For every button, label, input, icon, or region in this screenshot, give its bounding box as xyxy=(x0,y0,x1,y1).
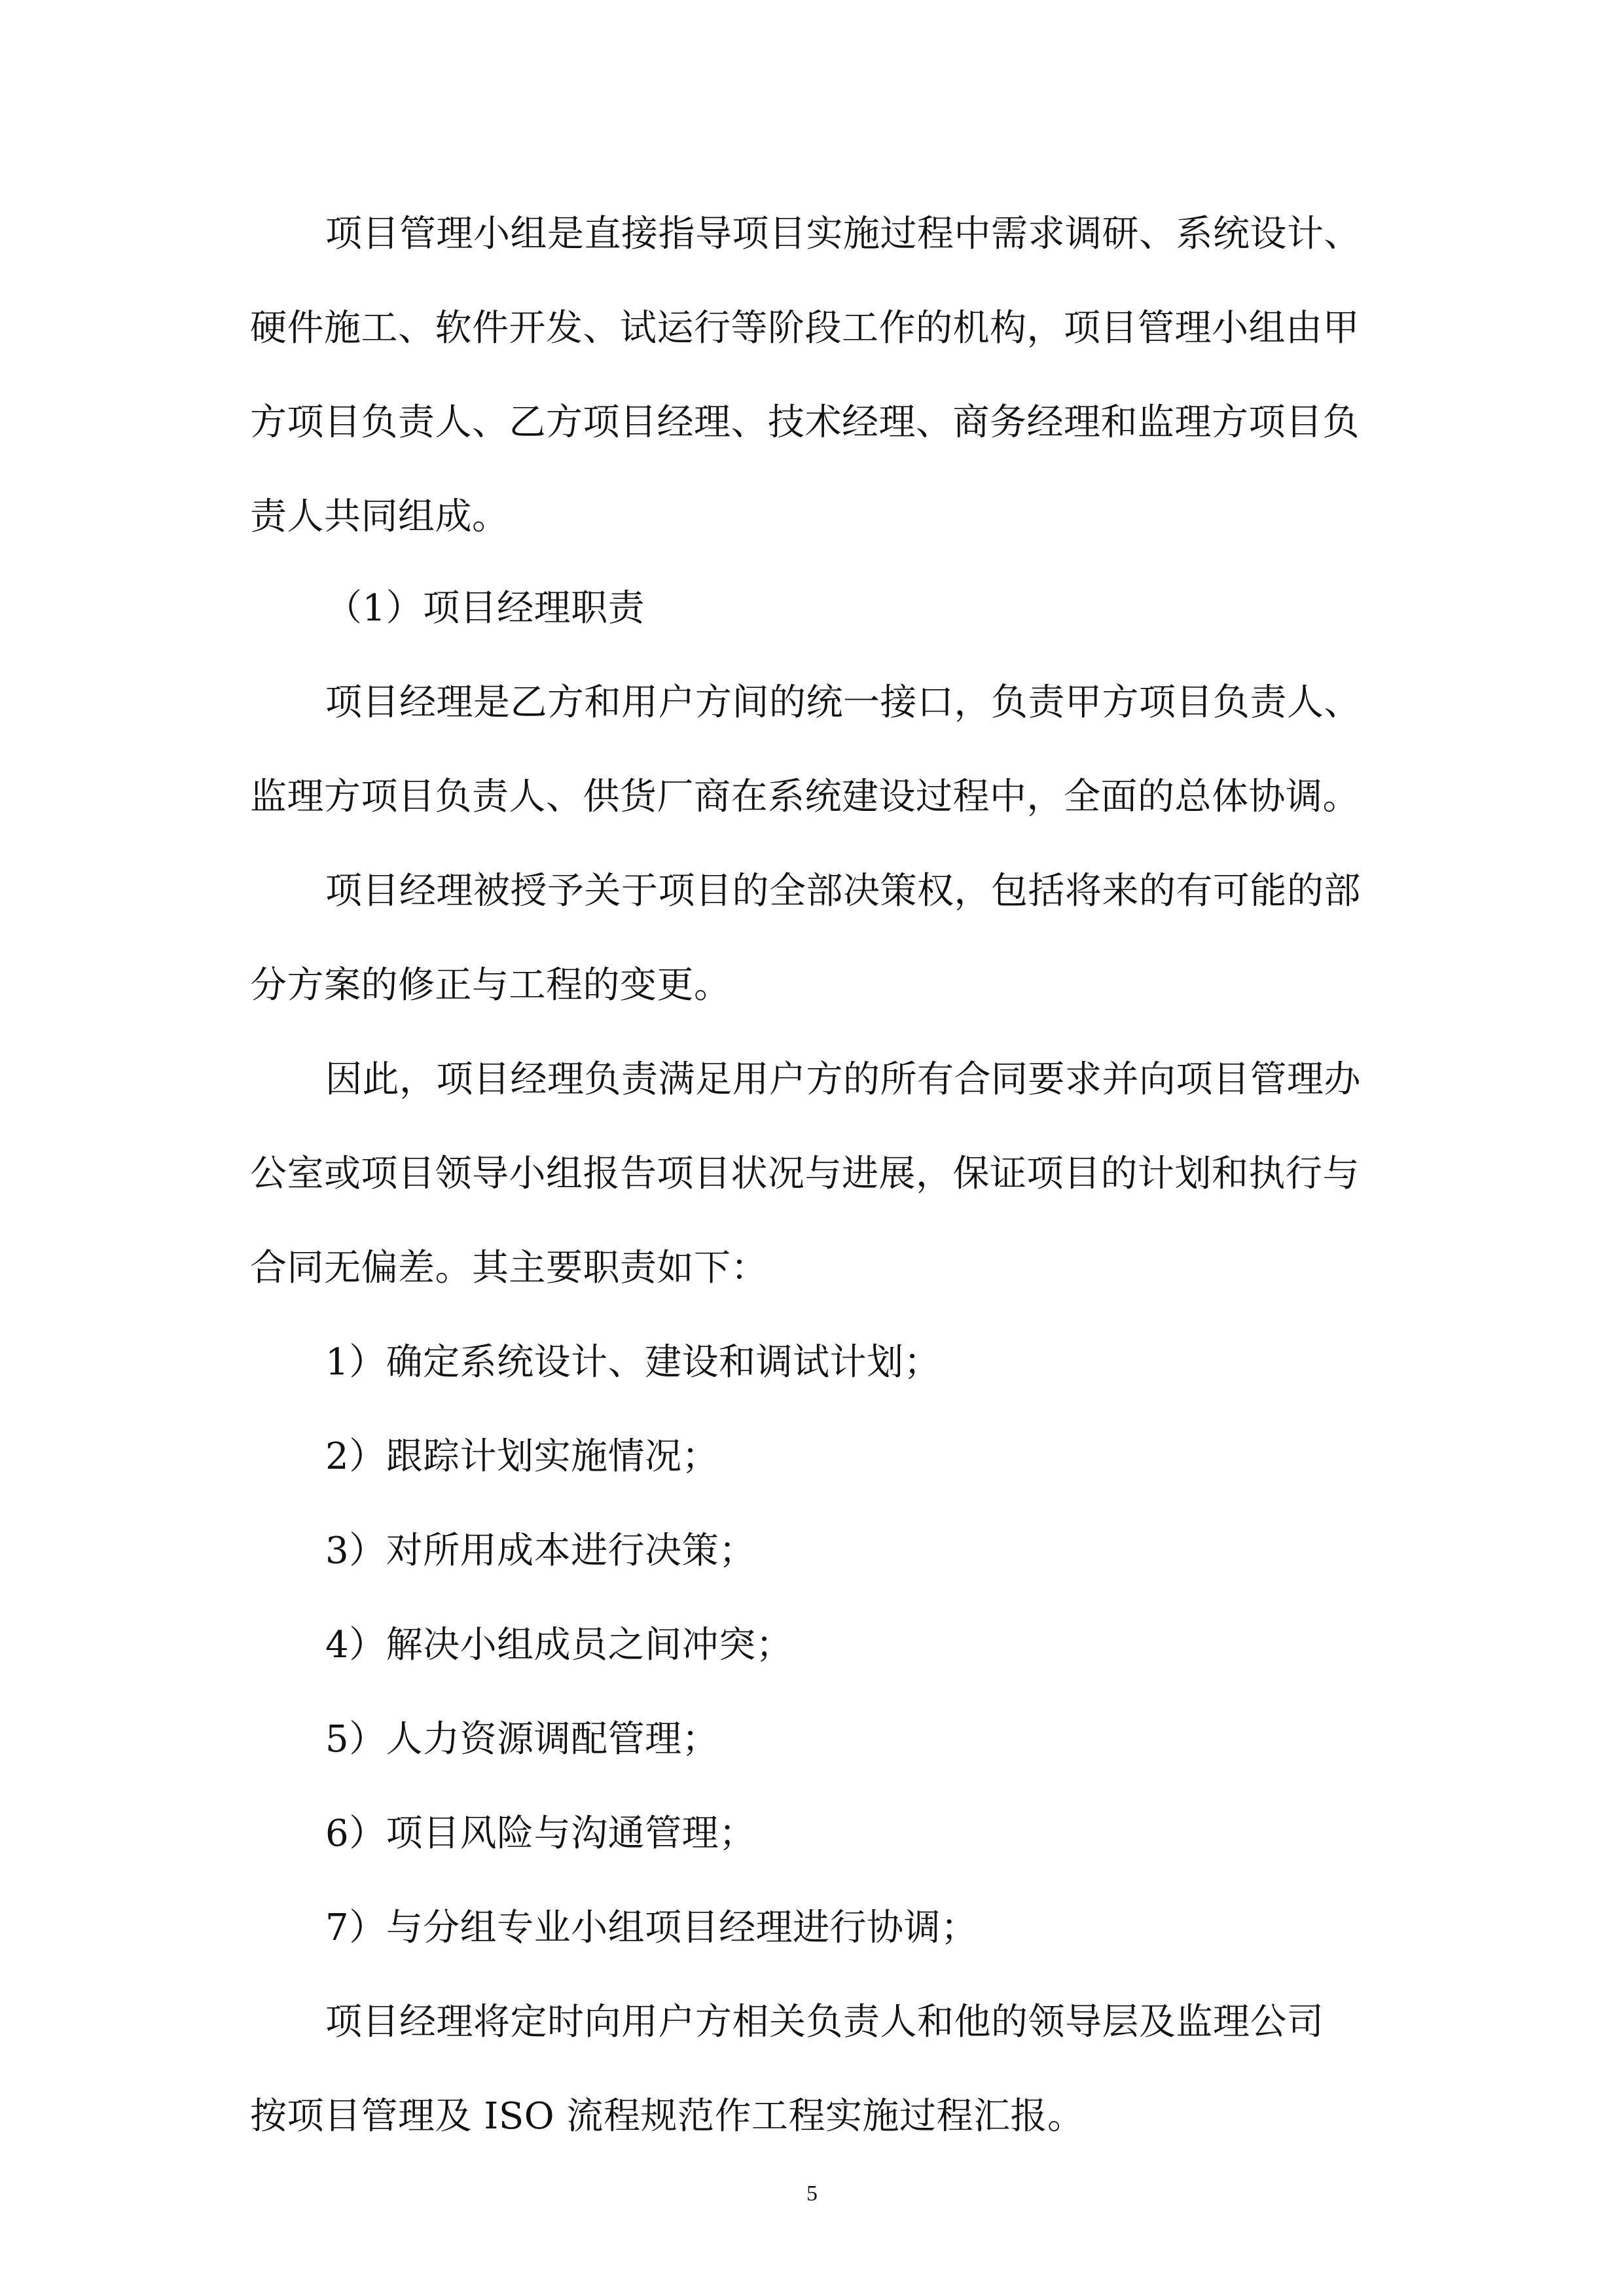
duty-item-4: 4）解决小组成员之间冲突； xyxy=(325,1624,793,1666)
duty-item-1: 1）确定系统设计、建设和调试计划； xyxy=(325,1341,941,1384)
paragraph-1-line-1: 项目管理小组是直接指导项目实施过程中需求调研、系统设计、 xyxy=(325,213,1361,255)
paragraph-2-line-2: 监理方项目负责人、供货厂商在系统建设过程中，全面的总体协调。 xyxy=(250,776,1360,818)
paragraph-3-line-1: 项目经理被授予关于项目的全部决策权，包括将来的有可能的部 xyxy=(325,870,1361,912)
paragraph-4-line-3: 合同无偏差。其主要职责如下： xyxy=(250,1247,768,1289)
paragraph-1-line-4: 责人共同组成。 xyxy=(250,495,509,538)
paragraph-3-line-2: 分方案的修正与工程的变更。 xyxy=(250,964,731,1007)
duty-item-3: 3）对所用成本进行决策； xyxy=(325,1530,756,1572)
paragraph-2-line-1: 项目经理是乙方和用户方间的统一接口，负责甲方项目负责人、 xyxy=(325,681,1361,724)
paragraph-4-line-1: 因此，项目经理负责满足用户方的所有合同要求并向项目管理办 xyxy=(325,1058,1361,1101)
duty-item-2: 2）跟踪计划实施情况； xyxy=(325,1435,719,1478)
page-number: 5 xyxy=(806,2181,818,2206)
paragraph-1-line-2: 硬件施工、软件开发、试运行等阶段工作的机构，项目管理小组由甲 xyxy=(250,307,1360,350)
paragraph-5-line-2: 按项目管理及 ISO 流程规范作工程实施过程汇报。 xyxy=(250,2095,1085,2138)
paragraph-1-line-3: 方项目负责人、乙方项目经理、技术经理、商务经理和监理方项目负 xyxy=(250,401,1360,444)
duty-item-6: 6）项目风险与沟通管理； xyxy=(325,1812,756,1855)
section-heading: （1）项目经理职责 xyxy=(325,587,645,630)
duty-item-7: 7）与分组专业小组项目经理进行协调； xyxy=(325,1907,978,1949)
duty-item-5: 5）人力资源调配管理； xyxy=(325,1718,719,1761)
paragraph-4-line-2: 公室或项目领导小组报告项目状况与进展，保证项目的计划和执行与 xyxy=(250,1153,1360,1195)
paragraph-5-line-1: 项目经理将定时向用户方相关负责人和他的领导层及监理公司 xyxy=(325,2001,1324,2043)
